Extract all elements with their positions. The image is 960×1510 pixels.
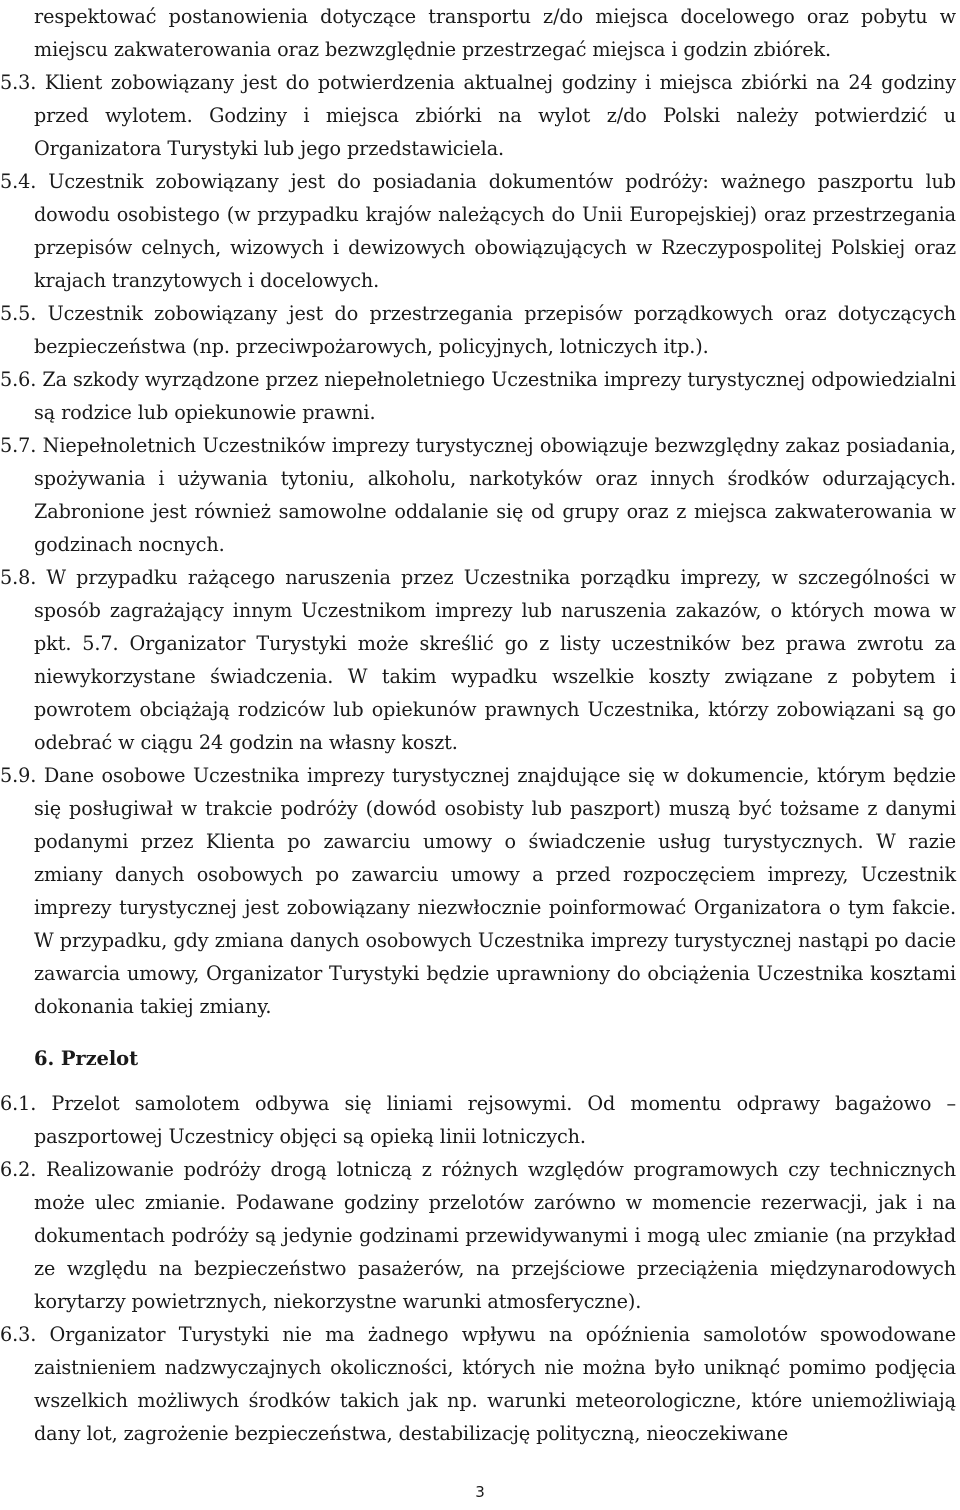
spacer bbox=[34, 1023, 956, 1043]
clause-number: 5.9. bbox=[0, 764, 37, 787]
clause-text: Za szkody wyrządzone przez niepełnoletniego Uczestnika imprezy turystycznej odpowiedzialni są rodzice lub opiekunowie prawni. bbox=[34, 368, 957, 424]
clause-number: 5.8. bbox=[0, 566, 37, 589]
clause-number: 5.5. bbox=[0, 302, 37, 325]
clause-6-2 bbox=[0, 1153, 956, 1318]
page-number: 3 bbox=[475, 1483, 485, 1501]
clause-5-9 bbox=[0, 759, 957, 1023]
clause-5-8 bbox=[0, 561, 956, 759]
clause-6-1 bbox=[0, 1087, 956, 1153]
clause-text: Niepełnoletnich Uczestników imprezy turystycznej obowiązuje bezwzględny zakaz posiadania, spożywania i używania tytoniu, alkoholu, narkotyków oraz innych środków odurzających. Zabronione jest również samowolne oddalanie się od grupy oraz z miejsca zakwaterowania w godzinach nocnych. bbox=[34, 434, 956, 556]
clause-text: W przypadku rażącego naruszenia przez Uczestnika porządku imprezy, w szczególności w sposób zagrażający innym Uczestnikom imprezy lub naruszenia zakazów, o których mowa w pkt. 5.7. Organizator Turystyki może skreślić go z listy uczestników bez prawa zwrotu za niewykorzystane świadczenia. W takim wypadku wszelkie koszty związane z pobytem i powrotem obciążają rodziców lub opiekunów prawnych Uczestnika, którzy zobowiązani są go odebrać w ciągu 24 godzin na własny koszt. bbox=[34, 566, 956, 754]
clause-text: Organizator Turystyki nie ma żadnego wpływu na opóźnienia samolotów spowodowane zaistnieniem nadzwyczajnych okoliczności, których nie można było uniknąć pomimo podjęcia wszelkich możliwych środków takich jak np. warunki meteorologiczne, które uniemożliwiają dany lot, zagrożenie bezpieczeństwa, destabilizację polityczną, nieoczekiwane bbox=[34, 1323, 957, 1445]
clause-text: Uczestnik zobowiązany jest do posiadania dokumentów podróży: ważnego paszportu lub dowodu osobistego (w przypadku krajów należących do Unii Europejskiej) oraz przestrzegania przepisów celnych, wizowych i dewizowych obowiązujących w Rzeczypospolitej Polskiej oraz krajach tranzytowych i docelowych. bbox=[34, 170, 956, 292]
clause-text: Dane osobowe Uczestnika imprezy turystycznej znajdujące się w dokumencie, którym będzie się posługiwał w trakcie podróży (dowód osobisty lub paszport) muszą być tożsame z danymi podanymi przez Klienta po zawarciu umowy o świadczenie usług turystycznych. W razie zmiany danych osobowych po zawarciu umowy a przed rozpoczęciem imprezy, Uczestnik imprezy turystycznej jest zobowiązany niezwłocznie poinformować Organizatora o tym fakcie. W przypadku, gdy zmiana danych osobowych Uczestnika imprezy turystycznej nastąpi po dacie zawarcia umowy, Organizator Turystyki będzie uprawniony do obciążenia Uczestnika kosztami dokonania takiej zmiany. bbox=[34, 764, 957, 1018]
clause-number: 6.2. bbox=[0, 1158, 37, 1181]
clause-5-3 bbox=[0, 66, 957, 165]
clause-number: 5.4. bbox=[0, 170, 37, 193]
clause-number: 6.1. bbox=[0, 1092, 37, 1115]
clause-text: Przelot samolotem odbywa się liniami rejsowymi. Od momentu odprawy bagażowo – paszportowej Uczestnicy objęci są opieką linii lotniczych. bbox=[34, 1092, 956, 1148]
clause-number: 5.3. bbox=[0, 71, 37, 94]
clause-number: 5.6. bbox=[0, 368, 37, 391]
clause-5-5 bbox=[0, 297, 956, 363]
clause-5-7 bbox=[0, 429, 956, 561]
clause-5-6 bbox=[0, 363, 957, 429]
clause-number: 5.7. bbox=[0, 434, 37, 457]
clause-text: Uczestnik zobowiązany jest do przestrzegania przepisów porządkowych oraz dotyczących bezpieczeństwa (np. przeciwpożarowych, policyjnych, lotniczych itp.). bbox=[34, 302, 956, 358]
clause-number: 6.3. bbox=[0, 1323, 37, 1346]
section-heading: 6. Przelot bbox=[34, 1047, 138, 1070]
clause-6-3 bbox=[0, 1318, 957, 1450]
spacer bbox=[34, 1075, 956, 1087]
clause-text: Klient zobowiązany jest do potwierdzenia aktualnej godziny i miejsca zbiórki na 24 godziny przed wylotem. Godziny i miejsca zbiórki na wylot z/do Polski należy potwierdzić u Organizatora Turystyki lub jego przedstawiciela. bbox=[34, 71, 957, 160]
clause-5-4 bbox=[0, 165, 956, 297]
clause-text: Realizowanie podróży drogą lotniczą z różnych względów programowych czy technicznych może ulec zmianie. Podawane godziny przelotów zarówno w momencie rezerwacji, jak i na dokumentach podróży są jedynie godzinami przewidywanymi i mogą ulec zmianie (na przykład ze względu na bezpieczeństwo pasażerów, na przejściowe przeciążenia międzynarodowych korytarzy powietrznych, niekorzystne warunki atmosferyczne). bbox=[34, 1158, 956, 1313]
paragraph-continuation: respektować postanowienia dotyczące transportu z/do miejsca docelowego oraz pobytu w miejscu zakwaterowania oraz bezwzględnie przestrzegać miejsca i godzin zbiórek. bbox=[34, 5, 956, 61]
